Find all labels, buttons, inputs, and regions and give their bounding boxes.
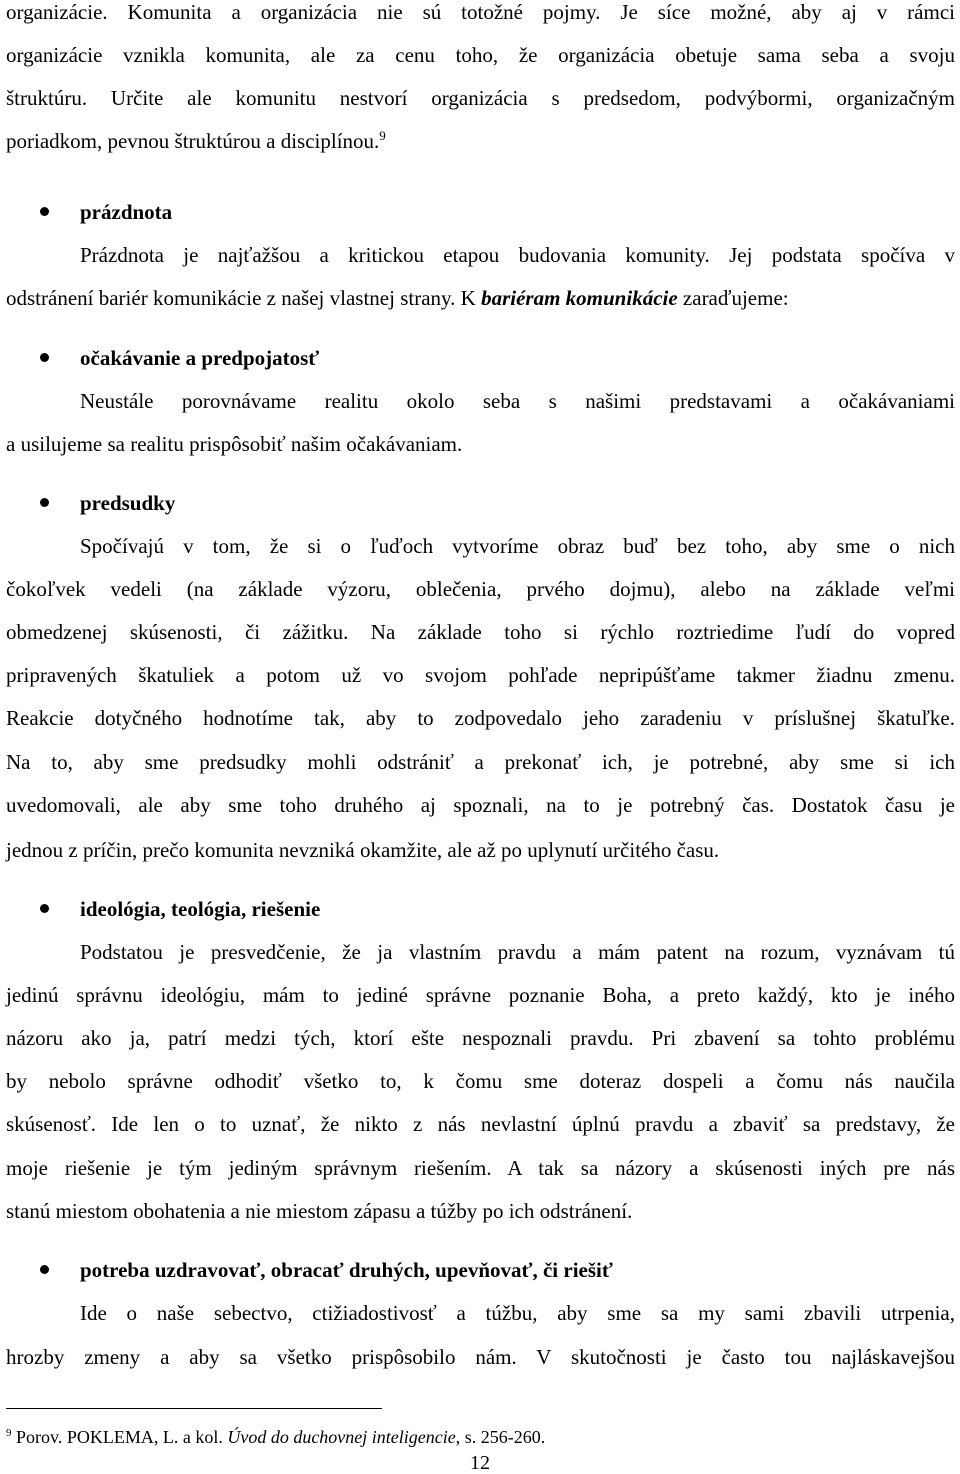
text-line: skúsenosť. Ide len o to uznať, že nikto z nás nevlastní úplnú pravdu a zbaviť sa predstavy, že	[6, 1112, 955, 1136]
text-line: Ide o naše sebectvo, ctižiadostivosť a túžbu, aby sme sa my sami zbavili utrpenia,	[80, 1301, 955, 1325]
text-span: zaraďujeme:	[677, 286, 789, 310]
footnote-title: Úvod do duchovnej inteligencie	[227, 1427, 456, 1447]
text-line: Podstatou je presvedčenie, že ja vlastním pravdu a mám patent na rozum, vyznávam tú	[80, 940, 955, 964]
text-line: názoru ako ja, patrí medzi tých, ktorí ešte nespoznali pravdu. Pri zbavení sa tohto problému	[6, 1026, 955, 1050]
text-span: poriadkom, pevnou štruktúrou a disciplínou.	[6, 129, 380, 153]
text-line: Na to, aby sme predsudky mohli odstrániť a prekonať ich, je potrebné, aby sme si ich	[6, 750, 955, 774]
footnote-divider	[6, 1408, 382, 1409]
footnote-reference[interactable]: 9	[379, 128, 386, 143]
text-line: obmedzenej skúsenosti, či zážitku. Na základe toho si rýchlo roztriedime ľudí do vopred	[6, 620, 955, 644]
section-heading: predsudky	[80, 491, 176, 515]
page-number: 12	[470, 1452, 490, 1474]
text-line: Prázdnota je najťažšou a kritickou etapou budovania komunity. Jej podstata spočíva v	[80, 243, 955, 267]
text-line: čokoľvek vedeli (na základe výzoru, oblečenia, prvého dojmu), alebo na základe veľmi	[6, 577, 955, 601]
text-line: uvedomovali, ale aby sme toho druhého aj spoznali, na to je potrebný čas. Dostatok času je	[6, 793, 955, 817]
footnote	[6, 1427, 545, 1447]
text-line: Reakcie dotyčného hodnotíme tak, aby to zodpovedalo jeho zaradeniu v príslušnej škatuľke.	[6, 706, 955, 730]
text-line: jednou z príčin, prečo komunita nevzniká okamžite, ale až po uplynutí určitého času.	[6, 838, 720, 862]
text-line: stanú miestom obohatenia a nie miestom zápasu a túžby po ich odstránení.	[6, 1199, 633, 1223]
section-heading: ideológia, teológia, riešenie	[80, 897, 321, 921]
text-span: odstránení bariér komunikácie z našej vlastnej strany. K	[6, 286, 482, 310]
bullet-icon	[40, 207, 49, 216]
footnote-pages: , s. 256-260.	[455, 1427, 546, 1447]
text-line: moje riešenie je tým jediným správnym riešením. A tak sa názory a skúsenosti iných pre nás	[6, 1156, 955, 1180]
text-line: Spočívajú v tom, že si o ľuďoch vytvoríme obraz buď bez toho, aby sme o nich	[80, 534, 955, 558]
text-line: hrozby zmeny a aby sa všetko prispôsobilo nám. V skutočnosti je často tou najláskavejšou	[6, 1345, 955, 1369]
section-heading: prázdnota	[80, 200, 173, 224]
text-line: by nebolo správne odhodiť všetko to, k čomu sme doteraz dospeli a čomu nás naučila	[6, 1069, 955, 1093]
text-line: organizácie. Komunita a organizácia nie sú totožné pojmy. Je síce možné, aby aj v rámci	[6, 0, 955, 24]
bullet-icon	[40, 1265, 49, 1274]
text-line: organizácie vznikla komunita, ale za cenu toho, že organizácia obetuje sama seba a svoju	[6, 43, 955, 67]
bullet-icon	[40, 498, 49, 507]
text-line: jedinú správnu ideológiu, mám to jediné správne poznanie Boha, a preto každý, kto je iného	[6, 983, 955, 1007]
footnote-number: 9	[6, 1427, 12, 1439]
emphasis-text: bariéram komunikácie	[481, 286, 678, 310]
bullet-icon	[40, 904, 49, 913]
text-line: Neustále porovnávame realitu okolo seba s našimi predstavami a očakávaniami	[80, 389, 955, 413]
section-heading: očakávanie a predpojatosť	[80, 346, 320, 370]
text-line: pripravených škatuliek a potom už vo svojom pohľade nepripúšťame takmer žiadnu zmenu.	[6, 663, 955, 687]
text-line: a usilujeme sa realitu prispôsobiť našim očakávaniam.	[6, 432, 463, 456]
text-line	[6, 129, 955, 153]
text-line: štruktúru. Určite ale komunitu nestvorí organizácia s predsedom, podvýbormi, organizačným	[6, 86, 955, 110]
bullet-icon	[40, 353, 49, 362]
section-heading: potreba uzdravovať, obracať druhých, upevňovať, či riešiť	[80, 1258, 613, 1282]
text-line	[6, 286, 955, 310]
footnote-text: Porov. POKLEMA, L. a kol.	[11, 1427, 228, 1447]
